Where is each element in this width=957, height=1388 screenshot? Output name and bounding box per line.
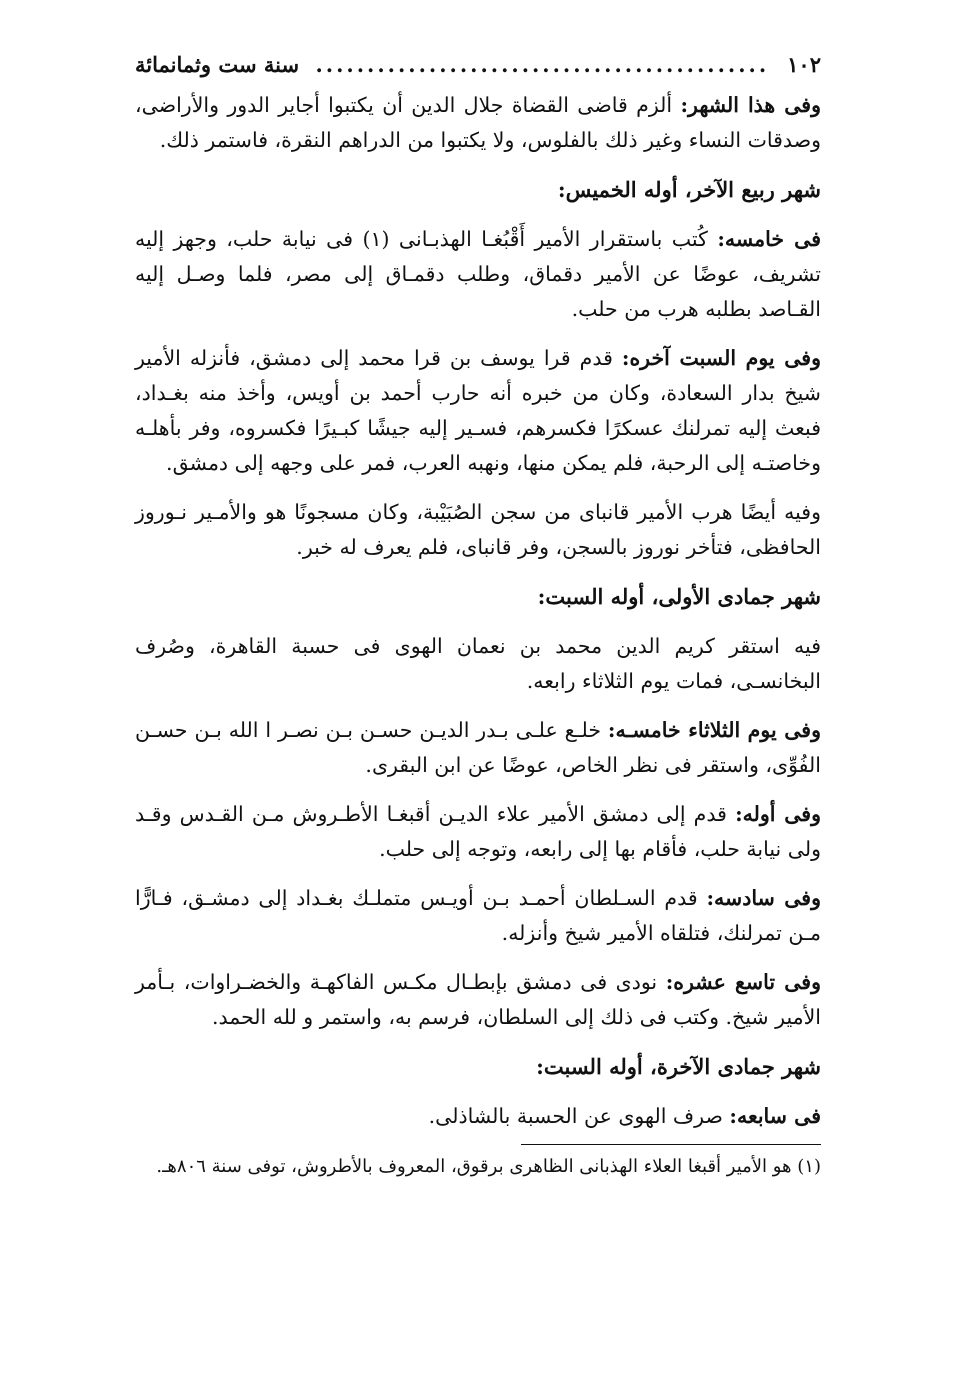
text-paragraph <box>135 341 821 481</box>
paragraph-lead: فى خامسه: <box>717 227 821 251</box>
month-heading: شهر ربيع الآخر، أوله الخميس: <box>557 177 821 202</box>
page-number: ١٠٢ <box>787 52 821 77</box>
paragraph-lead: وفى يوم السبت آخره: <box>621 346 822 370</box>
header-leader-dots: ............................................ <box>315 52 770 77</box>
paragraph-text: قدم السـلطان أحمـد بـن أويـس متملـك بغـداد إلى دمشـق، فـارًّا مـن تمرلنك، فتلقاه الأمير شيخ وأنزله. <box>135 886 821 945</box>
text-paragraph <box>135 881 821 951</box>
running-header <box>135 48 821 82</box>
text-paragraph <box>135 629 821 699</box>
text-paragraph <box>135 965 821 1035</box>
paragraph-text: نودى فى دمشق بإبطـال مكـس الفاكهـة والخضـراوات، بـأمر الأمير شيخ. وكتب فى ذلك إلى السلطان، فرسم به، واستمر و لله الحمد. <box>135 970 821 1029</box>
paragraph-lead: وفى سادسه: <box>706 886 821 910</box>
paragraph-lead: وفى أوله: <box>735 802 821 826</box>
text-paragraph <box>135 88 821 158</box>
paragraph-lead: فى سابعه: <box>729 1104 821 1128</box>
text-paragraph <box>135 713 821 783</box>
text-paragraph <box>135 797 821 867</box>
book-page <box>135 48 821 1183</box>
paragraph-lead: وفى هذا الشهر: <box>680 93 821 117</box>
footnote: (١) هو الأمير أقبغا العلاء الهذبانى الظاهرى برقوق، المعروف بالأطروش، توفى سنة ٨٠٦هـ. <box>156 1156 821 1177</box>
text-paragraph <box>135 222 821 327</box>
paragraph-text: فيه استقر كريم الدين محمد بن نعمان الهوى فى حسبة القاهرة، وصُرف البخانسـى، فمات يوم الثلاثاء رابعه. <box>135 634 821 693</box>
paragraph-text: ألزم قاضى القضاة جلال الدين أن يكتبوا أجاير الدور والأراضى، وصدقات النساء وغير ذلك بالفلوس، ولا يكتبوا من الدراهم النقرة، فاستمر ذلك. <box>135 93 821 152</box>
paragraph-lead: وفى يوم الثلاثاء خامسـه: <box>607 718 821 742</box>
paragraph-text: قدم قرا يوسف بن قرا محمد إلى دمشق، فأنزله الأمير شيخ بدار السعادة، وكان من خبره أنه حارب أحمد بن أويس، وأخذ منه بغـداد، فبعث إليه تمرلنك عسكرًا فكسرهم، فسـير إليه جيشًا كبـيرًا فكسروه، وفر بأهلـه وخاصتـه إلى الرحبة، فلم يمكن منها، ونهبه العرب، فمر على وجهه إلى دمشق. <box>135 346 821 475</box>
text-paragraph <box>135 1099 821 1134</box>
page-body <box>135 88 821 1134</box>
paragraph-text: صرف الهوى عن الحسبة بالشاذلى. <box>428 1104 730 1128</box>
month-heading: شهر جمادى الأولى، أوله السبت: <box>537 584 821 609</box>
paragraph-text: قدم إلى دمشق الأمير علاء الديـن أقبغـا الأطـروش مـن القـدس وقـد ولى نيابة حلب، فأقام بها إلى رابعه، وتوجه إلى حلب. <box>135 802 821 861</box>
header-year-title: سنة ست وثمانمائة <box>135 52 300 77</box>
paragraph-text: كُتب باستقرار الأمير أَقْبُغـا الهذبـانى (١) فى نيابة حلب، وجهز إليه تشريف، عوضًا عن الأمير دقماق، وطلب دقمـاق إلى مصر، فلما وصـل إليه القـاصد بطلبه هرب من حلب. <box>135 227 821 321</box>
footnote-divider <box>521 1144 821 1145</box>
text-paragraph <box>135 495 821 565</box>
paragraph-text: وفيه أيضًا هرب الأمير قانباى من سجن الصُبَيْبة، وكان مسجونًا هو والأمـير نـوروز الحافظى، فتأخر نوروز بالسجن، وفر قانباى، فلم يعرف له خبر. <box>135 500 821 559</box>
paragraph-text: خلـع علـى بـدر الديـن حسـن بـن نصـر ا الله بـن حسـن الفُوِّى، واستقر فى نظر الخاص، عوضًا عن ابن البقرى. <box>135 718 821 777</box>
month-heading: شهر جمادى الآخرة، أوله السبت: <box>536 1054 821 1079</box>
paragraph-lead: وفى تاسع عشره: <box>665 970 821 994</box>
